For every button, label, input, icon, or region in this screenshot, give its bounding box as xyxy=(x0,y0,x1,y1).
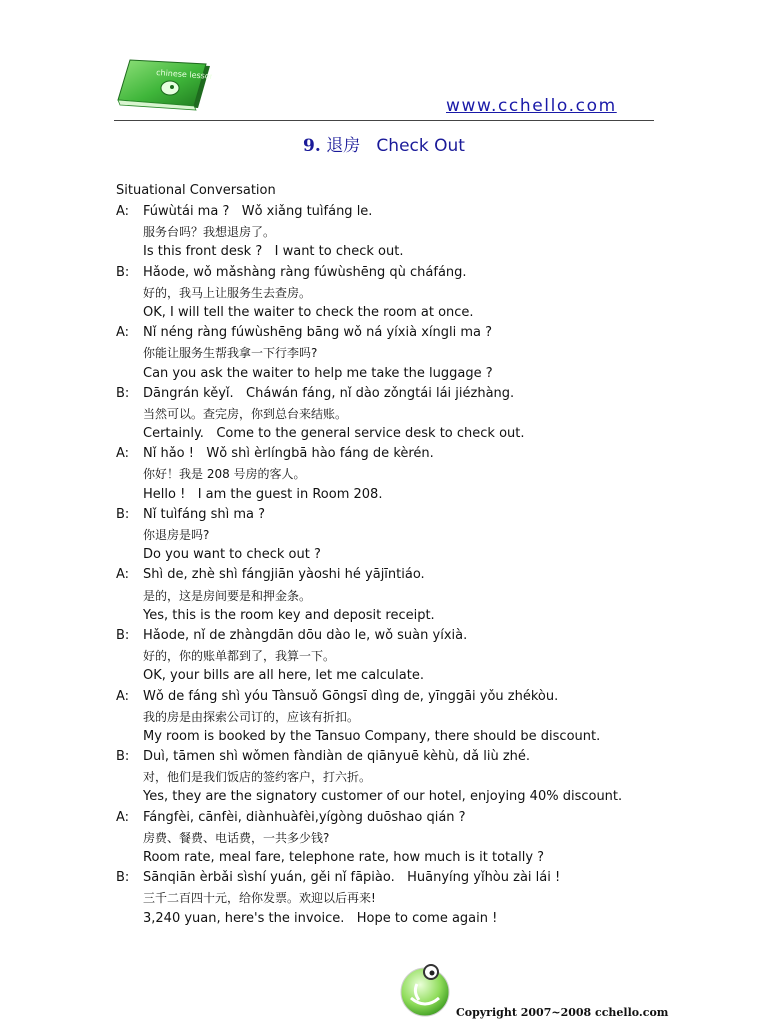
english-line xyxy=(116,787,676,807)
book-logo-graphic xyxy=(116,58,212,114)
chinese-line-text: 我的房是由探索公司订的，应该有折扣。 xyxy=(143,709,360,724)
pinyin-line-text: Wǒ de fáng shì yóu Tànsuǒ Gōngsī dìng de, yīnggāi yǒu zhékòu. xyxy=(143,688,559,704)
english-line-text: Yes, they are the signatory customer of our hotel, enjoying 40% discount. xyxy=(143,789,623,805)
pinyin-line xyxy=(116,747,676,767)
pinyin-line xyxy=(116,444,676,464)
english-line xyxy=(116,727,676,747)
pinyin-line-text: Fángfèi, cānfèi, diànhuàfèi,yígòng duōshao qián ? xyxy=(143,809,466,825)
english-line xyxy=(116,242,676,262)
chinese-line xyxy=(116,646,676,666)
book-logo xyxy=(116,58,212,114)
english-line xyxy=(116,666,676,686)
english-line-text: Yes, this is the room key and deposit receipt. xyxy=(143,607,435,623)
pinyin-line-text: Nǐ hǎo ! Wǒ shì èrlíngbā hào fáng de kèrén. xyxy=(143,446,434,462)
english-line xyxy=(116,606,676,626)
chinese-line-text: 你退房是吗? xyxy=(143,528,210,542)
dialogue-turn xyxy=(116,505,676,566)
dialogue xyxy=(116,202,676,929)
english-line xyxy=(116,303,676,323)
chinese-line xyxy=(116,283,676,303)
chinese-line-text: 你好！我是 208 号房的客人。 xyxy=(143,467,306,482)
english-line-text: Can you ask the waiter to help me take the luggage ? xyxy=(143,365,493,381)
title-number: 9. xyxy=(303,136,321,156)
chinese-line xyxy=(116,525,676,545)
pinyin-line-text: Shì de, zhè shì fángjiān yàoshi hé yājīntiáo. xyxy=(143,567,425,583)
pinyin-line-text: Hǎode, nǐ de zhàngdān dōu dào le, wǒ suàn yíxià. xyxy=(143,627,468,643)
chinese-line-text: 服务台吗？我想退房了。 xyxy=(143,225,276,240)
english-line-text: 3,240 yuan, here's the invoice. Hope to come again ! xyxy=(143,910,498,926)
section-heading: Situational Conversation xyxy=(116,183,276,198)
chinese-line xyxy=(116,888,676,908)
speaker-label: A: xyxy=(116,809,130,825)
cchello-logo-icon xyxy=(397,962,453,1020)
chinese-line-text: 三千二百四十元，给你发票。欢迎以后再来! xyxy=(143,891,376,906)
english-line-text: Room rate, meal fare, telephone rate, how much is it totally ? xyxy=(143,850,545,865)
logo-text: chinese lesson xyxy=(155,68,212,82)
english-line-text: Is this front desk ? I want to check out. xyxy=(143,244,404,260)
speaker-label: B: xyxy=(116,870,130,886)
dialogue-turn xyxy=(116,626,676,687)
chinese-line-text: 是的，这是房间要是和押金条。 xyxy=(143,588,312,603)
speaker-label: A: xyxy=(116,446,130,462)
chinese-line xyxy=(116,707,676,727)
english-line-text: Hello ! I am the guest in Room 208. xyxy=(143,486,383,502)
dialogue-turn xyxy=(116,263,676,324)
english-line xyxy=(116,545,676,565)
copyright: Copyright 2007~2008 cchello.com xyxy=(456,1006,669,1019)
site-link[interactable]: www.cchello.com xyxy=(446,96,617,116)
pinyin-line-text: Hǎode, wǒ mǎshàng ràng fúwùshēng qù cháfáng. xyxy=(143,264,467,280)
pinyin-line xyxy=(116,505,676,525)
dialogue-turn xyxy=(116,384,676,445)
title-english: Check Out xyxy=(376,136,465,156)
pinyin-line xyxy=(116,263,676,283)
speaker-label: A: xyxy=(116,567,130,583)
chinese-line-text: 你能让服务生帮我拿一下行李吗? xyxy=(143,346,318,361)
pinyin-line-text: Nǐ néng ràng fúwùshēng bāng wǒ ná yíxià xíngli ma ? xyxy=(143,325,493,341)
dialogue-turn xyxy=(116,444,676,505)
chinese-line-text: 对，他们是我们饭店的签约客户，打六折。 xyxy=(143,770,372,785)
pinyin-line xyxy=(116,626,676,646)
chinese-line xyxy=(116,828,676,848)
pinyin-line-text: Nǐ tuìfáng shì ma ? xyxy=(143,506,266,522)
speaker-label: B: xyxy=(116,506,130,522)
english-line xyxy=(116,909,676,929)
chinese-line xyxy=(116,343,676,363)
pinyin-line-text: Dāngrán kěyǐ. Cháwán fáng, nǐ dào zǒngtái lái jiézhàng. xyxy=(143,385,515,401)
page-title xyxy=(0,131,768,156)
header-divider xyxy=(114,120,654,121)
pinyin-line-text: Fúwùtái ma ? Wǒ xiǎng tuìfáng le. xyxy=(143,204,373,219)
english-line xyxy=(116,364,676,384)
speaker-label: A: xyxy=(116,204,130,219)
pinyin-line xyxy=(116,323,676,343)
chinese-line-text: 好的，你的账单都到了，我算一下。 xyxy=(143,649,336,664)
english-line xyxy=(116,848,676,868)
speaker-label: B: xyxy=(116,385,130,401)
dialogue-turn xyxy=(116,202,676,263)
english-line-text: Do you want to check out ? xyxy=(143,547,321,563)
pinyin-line-text: Sānqiān èrbǎi sìshí yuán, gěi nǐ fāpiào. Huānyíng yǐhòu zài lái ! xyxy=(143,870,561,886)
speaker-label: B: xyxy=(116,264,130,280)
dialogue-turn xyxy=(116,868,676,929)
dialogue-turn xyxy=(116,565,676,626)
pinyin-line xyxy=(116,687,676,707)
english-line-text: OK, your bills are all here, let me calculate. xyxy=(143,668,424,684)
chinese-line xyxy=(116,586,676,606)
chinese-line-text: 当然可以。查完房，你到总台来结账。 xyxy=(143,406,348,421)
pinyin-line xyxy=(116,808,676,828)
chinese-line xyxy=(116,464,676,484)
pinyin-line xyxy=(116,202,676,222)
english-line xyxy=(116,485,676,505)
chinese-line xyxy=(116,767,676,787)
pinyin-line xyxy=(116,565,676,585)
chinese-line-text: 房费、餐费、电话费，一共多少钱? xyxy=(143,830,330,845)
english-line-text: Certainly. Come to the general service desk to check out. xyxy=(143,426,525,442)
footer-logo xyxy=(397,962,453,1020)
english-line-text: My room is booked by the Tansuo Company, there should be discount. xyxy=(143,728,601,744)
pinyin-line xyxy=(116,868,676,888)
chinese-line xyxy=(116,404,676,424)
chinese-line xyxy=(116,222,676,242)
english-line xyxy=(116,424,676,444)
pinyin-line xyxy=(116,384,676,404)
title-chinese: 退房 xyxy=(326,136,361,156)
speaker-label: A: xyxy=(116,688,130,704)
pinyin-line-text: Duì, tāmen shì wǒmen fàndiàn de qiānyuē kèhù, dǎ liù zhé. xyxy=(143,749,531,765)
chinese-line-text: 好的，我马上让服务生去查房。 xyxy=(143,285,312,300)
speaker-label: B: xyxy=(116,749,130,765)
dialogue-turn xyxy=(116,323,676,384)
dialogue-turn xyxy=(116,687,676,748)
speaker-label: B: xyxy=(116,627,130,643)
dialogue-turn xyxy=(116,808,676,869)
english-line-text: OK, I will tell the waiter to check the room at once. xyxy=(143,304,474,320)
speaker-label: A: xyxy=(116,325,130,341)
dialogue-turn xyxy=(116,747,676,808)
